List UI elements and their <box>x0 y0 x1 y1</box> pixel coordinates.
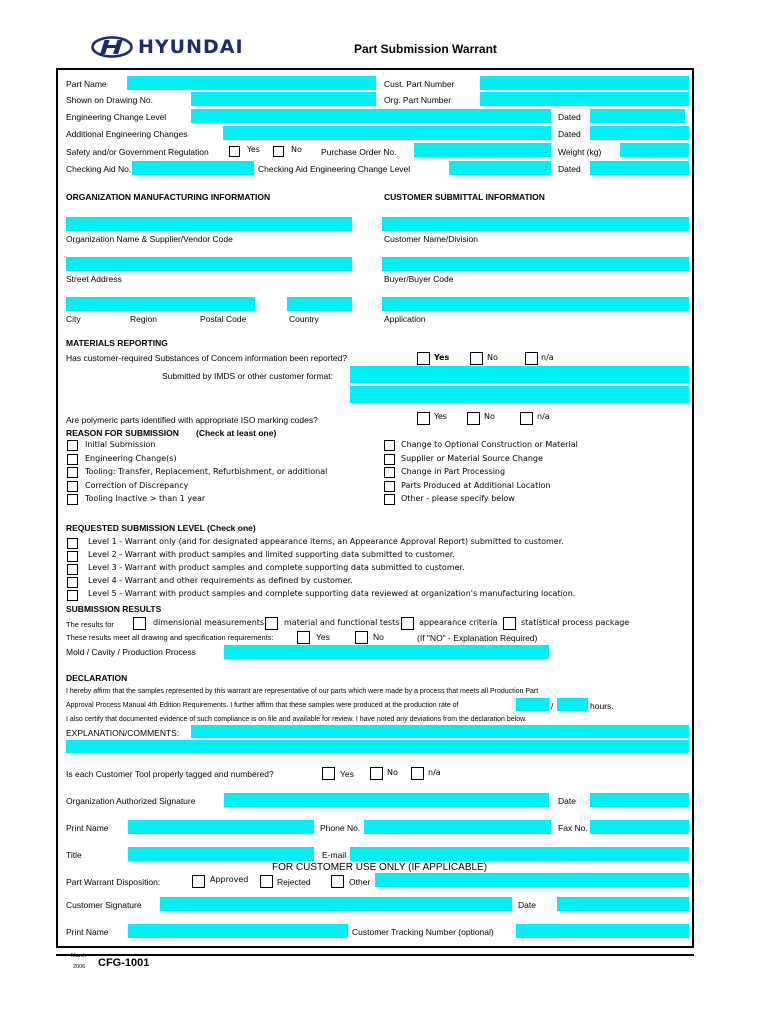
brand-wordmark: HYUNDAI <box>138 36 244 58</box>
phone-label: Phone No. <box>320 823 361 833</box>
level-heading: REQUESTED SUBMISSION LEVEL (Check one) <box>66 523 256 533</box>
additional-eng-changes-label: Additional Engineering Changes <box>66 129 188 139</box>
reason-right-checkbox-2[interactable] <box>384 467 395 478</box>
reason-left-label-2: Tooling: Transfer, Replacement, Refurbishment, or additional <box>85 467 328 476</box>
material-tests-label: material and functional tests <box>284 618 400 627</box>
reason-right-label-3: Parts Produced at Additional Location <box>401 481 551 490</box>
dated-label-2: Dated <box>558 129 581 139</box>
level-2-label: Level 2 - Warrant with product samples and limited supporting data submitted to customer. <box>88 550 455 559</box>
reason-left-label-0: Initial Submission <box>85 440 156 449</box>
eng-change-level-label: Engineering Change Level <box>66 112 167 122</box>
reason-left-label-4: Tooling Inactive > than 1 year <box>85 494 206 503</box>
application-field[interactable] <box>382 297 689 311</box>
org-date-label: Date <box>558 796 576 806</box>
level-3-checkbox[interactable] <box>67 564 78 575</box>
org-signature-field[interactable] <box>224 793 549 807</box>
street-label: Street Address <box>66 274 122 284</box>
rejected-checkbox[interactable] <box>260 875 273 888</box>
reason-left-label-1: Engineering Change(s) <box>85 454 177 463</box>
form-title: Part Submission Warrant <box>354 42 497 56</box>
results-heading: SUBMISSION RESULTS <box>66 604 162 614</box>
purchase-order-label: Purchase Order No. <box>321 147 397 157</box>
customer-signature-label: Customer Signature <box>66 900 142 910</box>
customer-name-label: Customer Name/Division <box>384 234 478 244</box>
tool-yes-label: Yes <box>340 769 354 779</box>
materials-yes-label: Yes <box>434 353 450 362</box>
level-5-label: Level 5 - Warrant with product samples and complete supporting data reviewed at organization's manufacturing location. <box>88 589 576 598</box>
org-info-heading: ORGANIZATION MANUFACTURING INFORMATION <box>66 192 271 202</box>
dimensional-checkbox[interactable] <box>133 617 146 630</box>
tool-na-checkbox[interactable] <box>411 767 424 780</box>
form-id: CFG-1001 <box>98 957 150 969</box>
tracking-field[interactable] <box>516 924 689 938</box>
cust-part-number-label: Cust. Part Number <box>384 79 455 89</box>
imds-field-1[interactable] <box>350 366 689 383</box>
customer-use-heading: FOR CUSTOMER USE ONLY (IF APPLICABLE) <box>272 862 488 873</box>
other-checkbox[interactable] <box>331 875 344 888</box>
reason-left-checkbox-3[interactable] <box>67 481 78 492</box>
reason-right-checkbox-1[interactable] <box>384 454 395 465</box>
hyundai-logo <box>91 36 261 58</box>
customer-date-field[interactable] <box>557 897 689 911</box>
drawing-number-field[interactable] <box>191 92 376 106</box>
materials-question: Has customer-required Substances of Concem information been reported? <box>66 353 348 363</box>
results-if-no-label: (If "NO" - Explanation Required) <box>417 633 538 643</box>
level-2-checkbox[interactable] <box>67 551 78 562</box>
reason-right-checkbox-3[interactable] <box>384 481 395 492</box>
polymeric-no-label: No <box>484 412 495 421</box>
safety-yes-label: Yes <box>247 145 260 154</box>
rate-slash: / <box>551 701 554 711</box>
postal-label: Postal Code <box>200 314 247 324</box>
reason-left-checkbox-4[interactable] <box>67 494 78 505</box>
footer-year: 2006 <box>73 964 86 970</box>
customer-info-heading: CUSTOMER SUBMITTAL INFORMATION <box>384 192 545 202</box>
level-3-label: Level 3 - Warrant with product samples and complete supporting data submitted to customer. <box>88 563 465 572</box>
checking-aid-eng-change-label: Checking Aid Engineering Change Level <box>258 164 411 174</box>
polymeric-na-checkbox[interactable] <box>520 412 533 425</box>
reason-right-label-4: Other - please specify below <box>401 494 515 503</box>
materials-na-checkbox[interactable] <box>525 352 538 365</box>
footer-month: March <box>71 953 87 959</box>
approved-checkbox[interactable] <box>192 875 205 888</box>
appearance-label: appearance criteria <box>419 618 498 627</box>
dimensional-label: dimensional measurements <box>153 618 265 627</box>
explanation-field-1[interactable] <box>191 725 689 738</box>
explanation-field-2[interactable] <box>66 740 689 753</box>
results-yes-checkbox[interactable] <box>297 631 310 644</box>
org-signature-label: Organization Authorized Signature <box>66 796 196 806</box>
polymeric-na-label: n/a <box>537 412 550 421</box>
appearance-checkbox[interactable] <box>401 617 414 630</box>
fax-label: Fax No. <box>558 823 588 833</box>
customer-date-label: Date <box>518 900 536 910</box>
results-no-label: No <box>373 632 384 642</box>
safety-no-checkbox[interactable] <box>273 146 284 157</box>
customer-name-field[interactable] <box>382 217 689 231</box>
dated-label-3: Dated <box>558 164 581 174</box>
title-field[interactable] <box>128 847 314 861</box>
title-label: Title <box>66 850 82 860</box>
country-label: Country <box>289 314 319 324</box>
other-label: Other <box>349 877 371 887</box>
reason-left-checkbox-2[interactable] <box>67 467 78 478</box>
safety-yes-checkbox[interactable] <box>229 146 240 157</box>
reason-right-label-2: Change in Part Processing <box>401 467 506 476</box>
imds-label: Submitted by IMDS or other customer format: <box>162 371 334 381</box>
customer-print-name-field[interactable] <box>128 924 348 938</box>
tool-question: Is each Customer Tool properly tagged and numbered? <box>66 769 274 779</box>
polymeric-question: Are polymeric parts identified with appropriate ISO marking codes? <box>66 415 318 425</box>
polymeric-yes-checkbox[interactable] <box>417 412 430 425</box>
safety-no-label: No <box>291 145 302 154</box>
disposition-other-field[interactable] <box>375 873 689 887</box>
org-name-label: Organization Name & Supplier/Vendor Code <box>66 234 233 244</box>
reason-hint: (Check at least one) <box>196 428 277 438</box>
mold-field[interactable] <box>224 645 549 659</box>
reason-heading: REASON FOR SUBMISSION <box>66 428 179 438</box>
results-yes-label: Yes <box>316 632 330 642</box>
imds-field-2[interactable] <box>350 386 689 403</box>
rejected-label: Rejected <box>277 877 311 887</box>
level-4-label: Level 4 - Warrant and other requirements as defined by customer. <box>88 576 353 585</box>
city-label: City <box>66 314 81 324</box>
customer-print-name-label: Print Name <box>66 927 109 937</box>
safety-regulation-label: Safety and/or Government Regulation <box>66 147 209 157</box>
results-meet-label: These results meet all drawing and specification requirements: <box>66 633 274 642</box>
materials-no-checkbox[interactable] <box>470 352 483 365</box>
reason-left-label-3: Correction of Discrepancy <box>85 481 189 490</box>
statistical-label: statistical process package <box>521 618 630 627</box>
production-rate-field-2[interactable] <box>557 698 588 711</box>
part-name-field[interactable] <box>127 76 376 90</box>
purchase-order-field[interactable] <box>414 143 551 157</box>
checking-aid-field[interactable] <box>132 161 254 175</box>
declaration-heading: DECLARATION <box>66 673 128 683</box>
reason-right-checkbox-4[interactable] <box>384 494 395 505</box>
reason-left-checkbox-1[interactable] <box>67 454 78 465</box>
materials-yes-checkbox[interactable] <box>417 352 430 365</box>
checking-aid-eng-change-field[interactable] <box>449 161 551 175</box>
tool-yes-checkbox[interactable] <box>322 767 335 780</box>
drawing-number-label: Shown on Drawing No. <box>66 95 153 105</box>
application-label: Application <box>384 314 426 324</box>
part-name-label: Part Name <box>66 79 107 89</box>
reason-right-label-0: Change to Optional Construction or Material <box>401 440 578 449</box>
explanation-label: EXPLANATION/COMMENTS: <box>66 728 180 738</box>
declaration-line-2: Approval Process Manual 4th Edition Requirements. I further affirm that these samples were produced at the production rate of <box>66 702 459 709</box>
footer-rule <box>56 954 694 956</box>
eng-change-level-field[interactable] <box>191 109 551 123</box>
level-1-label: Level 1 - Warrant only (and for designated appearance items, an Appearance Approval Report) submitted to customer. <box>88 537 564 546</box>
fax-field[interactable] <box>590 820 689 834</box>
org-print-name-field[interactable] <box>128 820 314 834</box>
region-label: Region <box>130 314 157 324</box>
level-5-checkbox[interactable] <box>67 590 78 601</box>
disposition-label: Part Warrant Disposition: <box>66 877 161 887</box>
reason-right-checkbox-0[interactable] <box>384 440 395 451</box>
results-for-label: The results for <box>66 620 114 629</box>
org-part-number-label: Org. Part Number <box>384 95 452 105</box>
org-date-field[interactable] <box>590 793 689 807</box>
additional-eng-changes-field[interactable] <box>223 126 551 140</box>
results-no-checkbox[interactable] <box>355 631 368 644</box>
tracking-label: Customer Tracking Number (optional) <box>352 927 494 937</box>
level-4-checkbox[interactable] <box>67 577 78 588</box>
materials-na-label: n/a <box>541 353 554 362</box>
declaration-line-1: I hereby affirm that the samples represented by this warrant are representative of our parts which were made by a process that meets all Production Part <box>66 688 539 695</box>
buyer-label: Buyer/Buyer Code <box>384 274 454 284</box>
material-tests-checkbox[interactable] <box>265 617 278 630</box>
tool-no-label: No <box>387 768 398 777</box>
approved-label: Approved <box>210 875 249 884</box>
country-field[interactable] <box>287 297 352 311</box>
materials-no-label: No <box>487 353 498 362</box>
org-name-field[interactable] <box>66 217 352 231</box>
declaration-line-3: I also certify that documented evidence of such compliance is on file and available for review. I have noted any deviations from the declaration below. <box>66 716 527 723</box>
hyundai-emblem-icon <box>91 36 133 58</box>
dated-field-3[interactable] <box>590 161 689 175</box>
email-label: E-mail <box>322 850 347 860</box>
level-1-checkbox[interactable] <box>67 538 78 549</box>
org-print-name-label: Print Name <box>66 823 109 833</box>
reason-left-checkbox-0[interactable] <box>67 440 78 451</box>
polymeric-no-checkbox[interactable] <box>467 412 480 425</box>
buyer-field[interactable] <box>382 257 689 271</box>
checking-aid-label: Checking Aid No. <box>66 164 132 174</box>
phone-field[interactable] <box>364 820 551 834</box>
tool-no-checkbox[interactable] <box>370 767 383 780</box>
dated-field-1[interactable] <box>590 109 685 123</box>
tool-na-label: n/a <box>428 768 441 777</box>
city-region-postal-field[interactable] <box>66 297 255 311</box>
dated-field-2[interactable] <box>590 126 689 140</box>
polymeric-yes-label: Yes <box>434 412 447 421</box>
street-field[interactable] <box>66 257 352 271</box>
customer-signature-field[interactable] <box>160 897 512 911</box>
materials-heading: MATERIALS REPORTING <box>66 338 168 348</box>
mold-label: Mold / Cavity / Production Process <box>66 647 196 657</box>
cust-part-number-field[interactable] <box>480 76 689 90</box>
hours-label: hours. <box>590 701 614 711</box>
production-rate-field-1[interactable] <box>516 698 549 711</box>
org-part-number-field[interactable] <box>480 92 689 106</box>
weight-label: Weight (kg) <box>558 147 602 157</box>
weight-field[interactable] <box>620 143 689 157</box>
statistical-checkbox[interactable] <box>503 617 516 630</box>
email-field[interactable] <box>350 847 689 861</box>
reason-right-label-1: Supplier or Material Source Change <box>401 454 543 463</box>
dated-label-1: Dated <box>558 112 581 122</box>
